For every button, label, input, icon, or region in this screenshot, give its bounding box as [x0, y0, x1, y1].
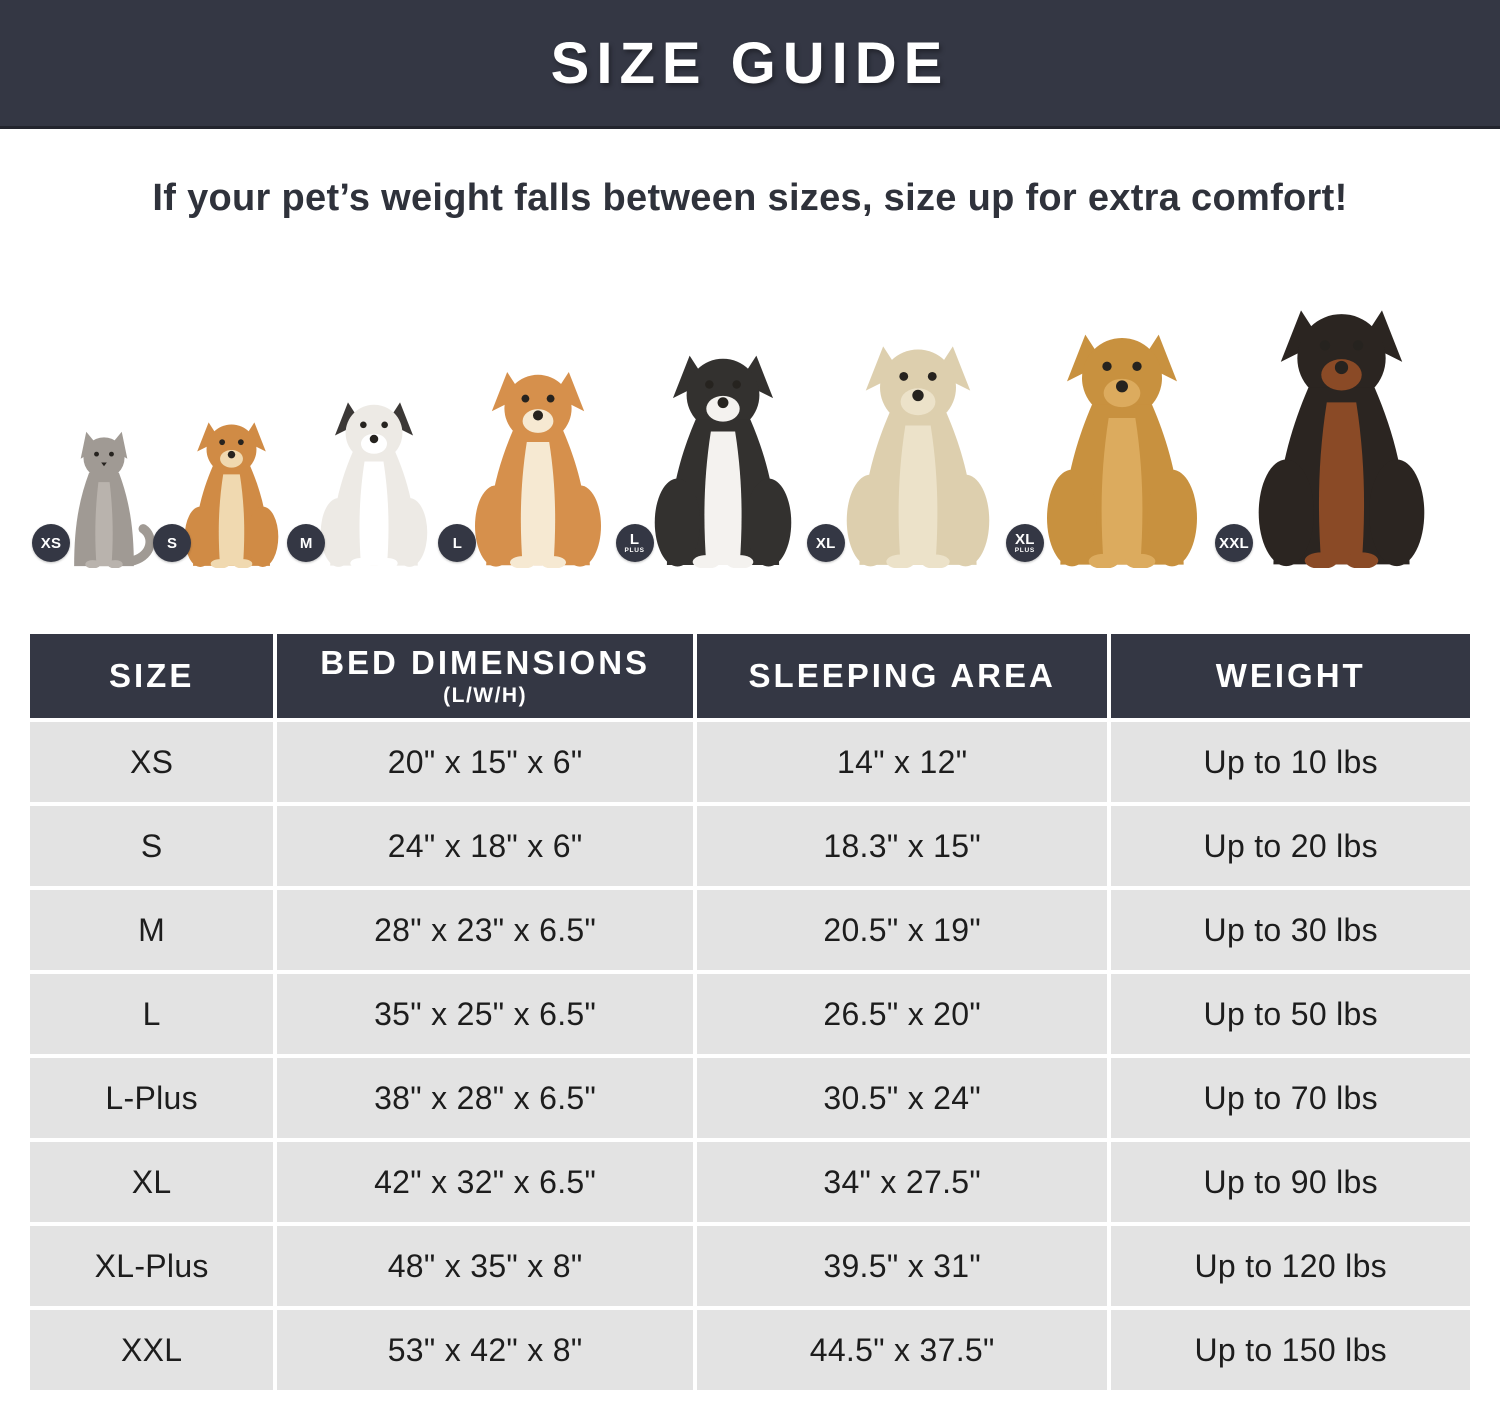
cell-weight-l-plus: Up to 70 lbs: [1111, 1058, 1470, 1138]
size-badge-L-plus: [616, 524, 654, 562]
cell-size-l: L: [30, 974, 273, 1054]
pet-figure-gray-cat: [40, 428, 160, 568]
cell-weight-m: Up to 30 lbs: [1111, 890, 1470, 970]
size-guide-table: [30, 634, 1470, 1390]
pet-figure-shiba-inu: [454, 358, 622, 568]
cell-weight-xxl: Up to 150 lbs: [1111, 1310, 1470, 1390]
size-badge-XS: [32, 524, 70, 562]
cell-weight-l: Up to 50 lbs: [1111, 974, 1470, 1054]
cell-sleeping-xl-plus: 39.5" x 31": [697, 1226, 1108, 1306]
pet-figure-doberman: [1218, 292, 1452, 568]
cell-bed-l: 35" x 25" x 6.5": [277, 974, 693, 1054]
size-badge-XXL: [1215, 524, 1253, 562]
cell-sleeping-xl: 34" x 27.5": [697, 1142, 1108, 1222]
cell-sleeping-l: 26.5" x 20": [697, 974, 1108, 1054]
title-bar: [0, 0, 1500, 129]
cell-sleeping-s: 18.3" x 15": [697, 806, 1108, 886]
cell-sleeping-m: 20.5" x 19": [697, 890, 1108, 970]
pet-figure-golden-retriever: [1014, 318, 1222, 568]
cell-bed-xl-plus: 48" x 35" x 8": [277, 1226, 693, 1306]
cell-bed-s: 24" x 18" x 6": [277, 806, 693, 886]
pets-size-comparison-row: [40, 284, 1452, 568]
doberman-icon: [1231, 292, 1452, 568]
column-header-label: SLEEPING AREA: [748, 657, 1056, 694]
size-badge-label: XS: [40, 534, 62, 552]
pet-figure-border-collie: [624, 340, 814, 568]
column-header-label: SIZE: [108, 657, 195, 694]
shiba-inu-icon: [454, 358, 622, 568]
cell-size-xxl: XXL: [30, 1310, 273, 1390]
cell-sleeping-xxl: 44.5" x 37.5": [697, 1310, 1108, 1390]
cell-weight-s: Up to 20 lbs: [1111, 806, 1470, 886]
border-collie-icon: [629, 340, 814, 568]
column-header-sleeping: [697, 634, 1108, 718]
size-badge-sublabel: PLUS: [1014, 547, 1035, 554]
cell-size-s: S: [30, 806, 273, 886]
column-header-sublabel: (L/W/H): [443, 684, 528, 707]
cell-bed-m: 28" x 23" x 6.5": [277, 890, 693, 970]
size-badge-label: S: [166, 534, 178, 552]
column-header-label: BED DIMENSIONS: [320, 644, 651, 681]
cell-bed-xxl: 53" x 42" x 8": [277, 1310, 693, 1390]
cell-size-m: M: [30, 890, 273, 970]
column-header-weight: [1111, 634, 1470, 718]
size-badge-label: M: [299, 534, 313, 552]
pet-figure-labrador: [815, 330, 1013, 568]
size-badge-XL-plus: [1006, 524, 1044, 562]
cell-size-xl: XL: [30, 1142, 273, 1222]
size-badge-label: L: [452, 534, 463, 552]
size-badge-label: L: [629, 530, 640, 548]
size-badge-S: [153, 524, 191, 562]
size-badge-XL: [807, 524, 845, 562]
column-header-size: [30, 634, 273, 718]
cell-size-l-plus: L-Plus: [30, 1058, 273, 1138]
cell-bed-l-plus: 38" x 28" x 6.5": [277, 1058, 693, 1138]
cell-sleeping-xs: 14" x 12": [697, 722, 1108, 802]
labrador-icon: [823, 330, 1013, 568]
cell-weight-xl-plus: Up to 120 lbs: [1111, 1226, 1470, 1306]
cell-size-xs: XS: [30, 722, 273, 802]
cell-weight-xl: Up to 90 lbs: [1111, 1142, 1470, 1222]
column-header-bed: [277, 634, 693, 718]
size-badge-label: XXL: [1218, 534, 1250, 552]
size-badge-label: XL: [1014, 530, 1035, 548]
cell-bed-xs: 20" x 15" x 6": [277, 722, 693, 802]
cell-size-xl-plus: XL-Plus: [30, 1226, 273, 1306]
cell-weight-xs: Up to 10 lbs: [1111, 722, 1470, 802]
subtitle-text: If your pet’s weight falls between sizes, size up for extra comfort!: [152, 177, 1348, 219]
page-title: SIZE GUIDE: [550, 30, 950, 96]
pet-figure-pomeranian: [166, 412, 294, 568]
golden-retriever-icon: [1022, 318, 1222, 568]
cell-sleeping-l-plus: 30.5" x 24": [697, 1058, 1108, 1138]
pet-figure-french-bulldog: [299, 390, 445, 568]
size-badge-label: XL: [815, 534, 836, 552]
size-badge-sublabel: PLUS: [624, 547, 645, 554]
cell-bed-xl: 42" x 32" x 6.5": [277, 1142, 693, 1222]
column-header-label: WEIGHT: [1215, 657, 1366, 694]
